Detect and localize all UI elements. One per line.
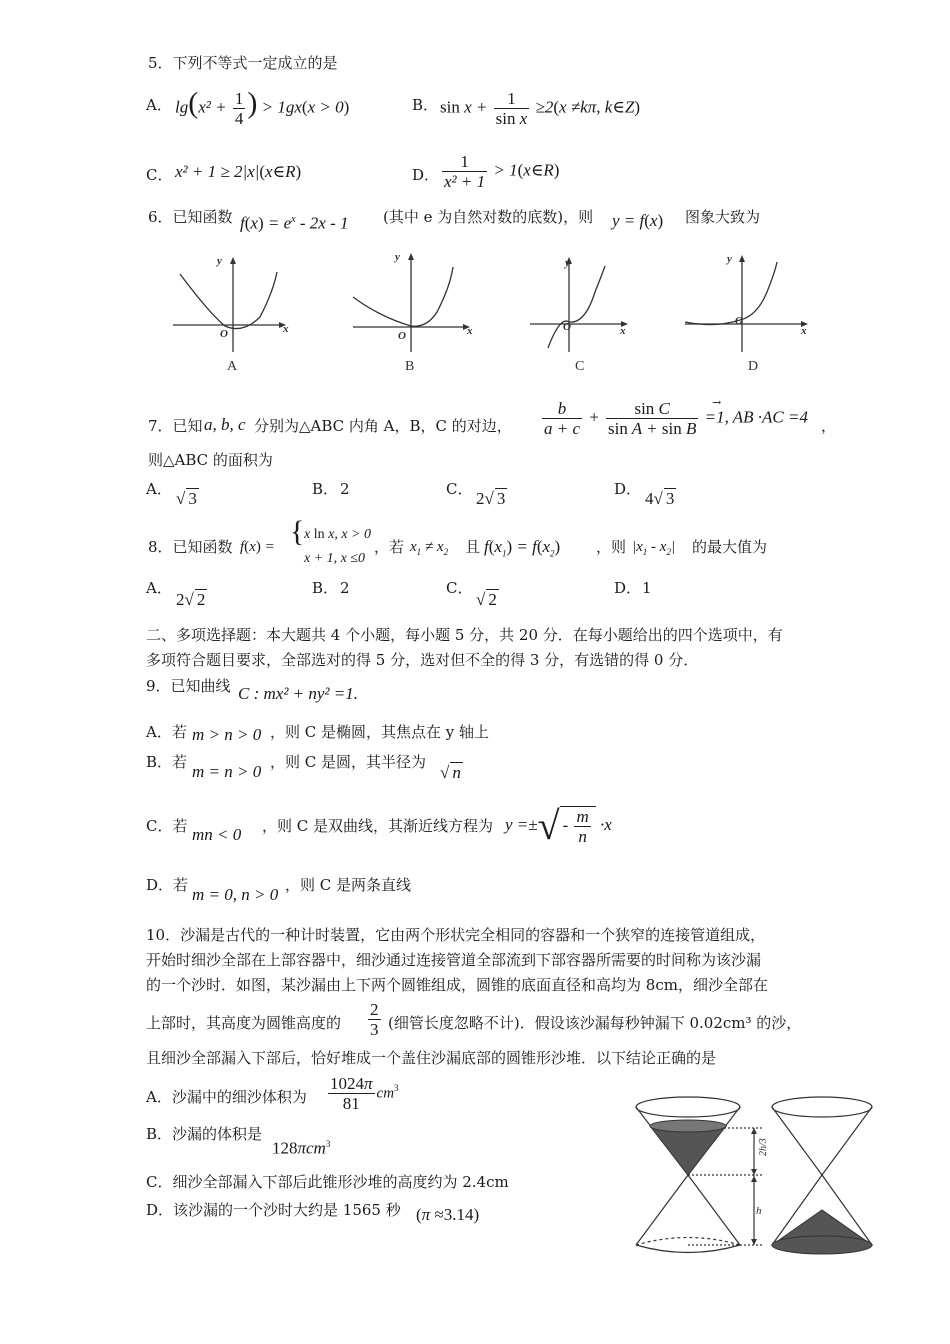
graph-c-axis-y: y [565, 257, 570, 269]
q9-a-post: ，则 C 是椭圆，其焦点在 y 轴上 [270, 723, 490, 741]
q8-cond1: $x_1 \ne x_2$ [410, 539, 449, 557]
q8-option-a-value: 2√ 2 [176, 590, 206, 609]
q8-option-c-value: √ 2 [476, 590, 497, 609]
q8-cond2: $f(x_1) = f(x_2)$ [484, 537, 561, 559]
q8-stem-then: ，则 [596, 538, 627, 556]
graph-c-label: C [575, 359, 585, 374]
q5-option-b-math: sin x + $\frac{1}{\text{sin x}}$ ≥2(x ≠kπ, k∈Z) [440, 89, 640, 128]
q9-d-pre: D．若 [146, 876, 189, 894]
q10-b-pre: B．沙漏的体积是 [146, 1125, 263, 1143]
q10-line4-post: (细管长度忽略不计)．假设该沙漏每秒钟漏下 0.02cm³ 的沙， [388, 1014, 802, 1032]
q10-c-text: C．细沙全部漏入下部后此锥形沙堆的高度约为 2.4cm [146, 1173, 509, 1191]
graph-d-axis-y: y [727, 253, 732, 265]
q10-line3: 的一个沙时．如图，某沙漏由上下两个圆锥组成，圆锥的底面直径和高均为 8cm，细沙全部在 [146, 976, 768, 994]
graph-d-label: D [748, 359, 759, 374]
q10-line4-pre: 上部时，其高度为圆锥高度的 [146, 1014, 342, 1032]
q7-option-a-value: √ 3 [176, 489, 197, 508]
q6-function-y: y = f(x) [612, 211, 664, 230]
q7-option-c-value: 2√ 3 [476, 489, 506, 508]
section2-line2: 多项符合题目要求，全部选对的得 5 分，选对但不全的得 3 分，有选错的得 0 分． [146, 651, 699, 669]
graph-b-axis-x: x [467, 325, 473, 337]
q8-piece-2: x + 1, x ≤0 [304, 551, 366, 566]
q6-stem-mid: (其中 e 为自然对数的底数)，则 [383, 208, 594, 226]
q8-option-b-value: 2 [340, 579, 350, 597]
q5-option-b-label: B． [412, 96, 439, 114]
q7-vars: a, b, c [204, 415, 246, 434]
q8-option-c-label: C． [446, 579, 473, 597]
q10-line2: 开始时细沙全部在上部容器中，细沙通过连接管道全部流到下部容器所需要的时间称为该沙漏 [146, 951, 762, 969]
q9-c-cond: mn < 0 [192, 825, 242, 844]
q9-d-post: ，则 C 是两条直线 [285, 876, 412, 894]
q9-stem: 9．已知曲线 [146, 677, 231, 695]
q7-option-d-label: D． [614, 480, 642, 498]
q7-option-a-label: A． [146, 480, 172, 498]
q9-c-value: y =±√ - $\frac{m}{n}$ ·x [505, 803, 612, 848]
q10-b-value: 128πcm$^3$ [272, 1138, 331, 1158]
graph-c-origin: O [563, 321, 571, 333]
q8-option-d-value: 1 [642, 579, 652, 597]
graph-c-axis-x: x [620, 325, 626, 337]
q9-c-pre: C．若 [146, 817, 188, 835]
q8-brace: { [290, 515, 305, 548]
graph-a-axis-x: x [283, 323, 289, 335]
graph-a-label: A [227, 359, 238, 374]
q7-line2: 则△ABC 的面积为 [148, 451, 273, 469]
q7-option-c-label: C． [446, 480, 473, 498]
q8-expression: $|x_1 - x_2|$ [632, 539, 676, 557]
q7-option-b-value: 2 [340, 480, 350, 498]
q8-piece-1: x ln x, x > 0 [304, 527, 371, 542]
graph-d-axis-x: x [801, 325, 807, 337]
q10-line1: 10．沙漏是古代的一种计时装置，它由两个形状完全相同的容器和一个狭窄的连接管道组成， [146, 926, 766, 944]
q10-d-pre: D．该沙漏的一个沙时大约是 1565 秒 [146, 1201, 401, 1219]
q5-option-d-label: D． [412, 166, 440, 184]
q7-option-b-label: B． [312, 480, 339, 498]
q10-a-value: $\frac{1024\pi}{81}$ $cm^3$ [330, 1074, 399, 1113]
q9-a-pre: A．若 [146, 723, 187, 741]
q9-c-post: ，则 C 是双曲线，其渐近线方程为 [262, 817, 494, 835]
graph-b-label: B [405, 359, 415, 374]
q10-d-value: (π ≈3.14) [416, 1205, 480, 1224]
q9-a-cond: m > n > 0 [192, 725, 262, 744]
q6-stem-pre: 6．已知函数 [148, 208, 233, 226]
q5-option-d-math: $\frac{1}{\text{x² + 1}}$ > 1(x∈R) [444, 152, 560, 191]
figure-label-two-thirds-h: 2h/3 [758, 1138, 769, 1156]
hourglass-figure [628, 1090, 878, 1265]
q7-option-d-value: 4√ 3 [645, 489, 675, 508]
vector-arrow: → [712, 396, 722, 409]
q7-stem-pre: 7．已知 [148, 417, 203, 435]
q9-b-value: √ n [440, 763, 461, 782]
q9-b-post: ，则 C 是圆，其半径为 [270, 753, 427, 771]
q10-line4-frac: $\frac{2}{3}$ [370, 1000, 379, 1039]
q8-option-a-label: A． [146, 579, 172, 597]
q8-option-d-label: D． [614, 579, 642, 597]
q5-option-a-label: A． [146, 96, 172, 114]
q7-condition: $\frac{b}{a + c}$ + $\frac{\text{sin C}}{\text{sin A + sin B}}$ =1, AB ·AC =4 [544, 399, 808, 438]
q9-curve: C : mx² + ny² =1. [238, 684, 359, 703]
q5-option-c-math: x² + 1 ≥ 2|x|(x∈R) [175, 162, 302, 181]
q6-graphs [165, 252, 815, 374]
q8-stem-pre: 8．已知函数 [148, 538, 233, 556]
graph-b-axis-y: y [395, 252, 400, 263]
graph-d-origin: O [735, 315, 743, 327]
q7-stem-end: ， [821, 417, 837, 435]
q6-function: $f(x) = e^x - 2x - 1$ [240, 213, 349, 233]
q8-stem-post: 的最大值为 [692, 538, 768, 556]
q5-option-a-math: lg(x² + $\frac{1}{4}$ ) > 1gx(x > 0) [175, 86, 350, 128]
q7-stem-mid: 分别为△ABC 内角 A，B，C 的对边， [254, 417, 512, 435]
q10-a-pre: A．沙漏中的细沙体积为 [146, 1088, 307, 1106]
graph-a-origin: O [220, 328, 228, 340]
graph-b-origin: O [398, 330, 406, 342]
q6-stem-post: 图象大致为 [685, 208, 761, 226]
q9-d-cond: m = 0, n > 0 [192, 885, 279, 904]
q5-option-c-label: C． [146, 166, 173, 184]
q9-b-pre: B．若 [146, 753, 188, 771]
q8-option-b-label: B． [312, 579, 339, 597]
q10-line5: 且细沙全部漏入下部后，恰好堆成一个盖住沙漏底部的圆锥形沙堆．以下结论正确的是 [146, 1049, 717, 1067]
q8-function-name: f(x) = [240, 539, 275, 555]
section2-line1: 二、多项选择题：本大题共 4 个小题，每小题 5 分，共 20 分．在每小题给出的四个选项中，有 [146, 626, 783, 644]
graph-a-axis-y: y [217, 255, 222, 267]
q8-stem-and: 且 [465, 538, 481, 556]
figure-label-h: h [756, 1205, 762, 1217]
q8-stem-mid: ，若 [374, 538, 405, 556]
q5-stem: 5．下列不等式一定成立的是 [148, 54, 338, 72]
q9-b-cond: m = n > 0 [192, 762, 262, 781]
